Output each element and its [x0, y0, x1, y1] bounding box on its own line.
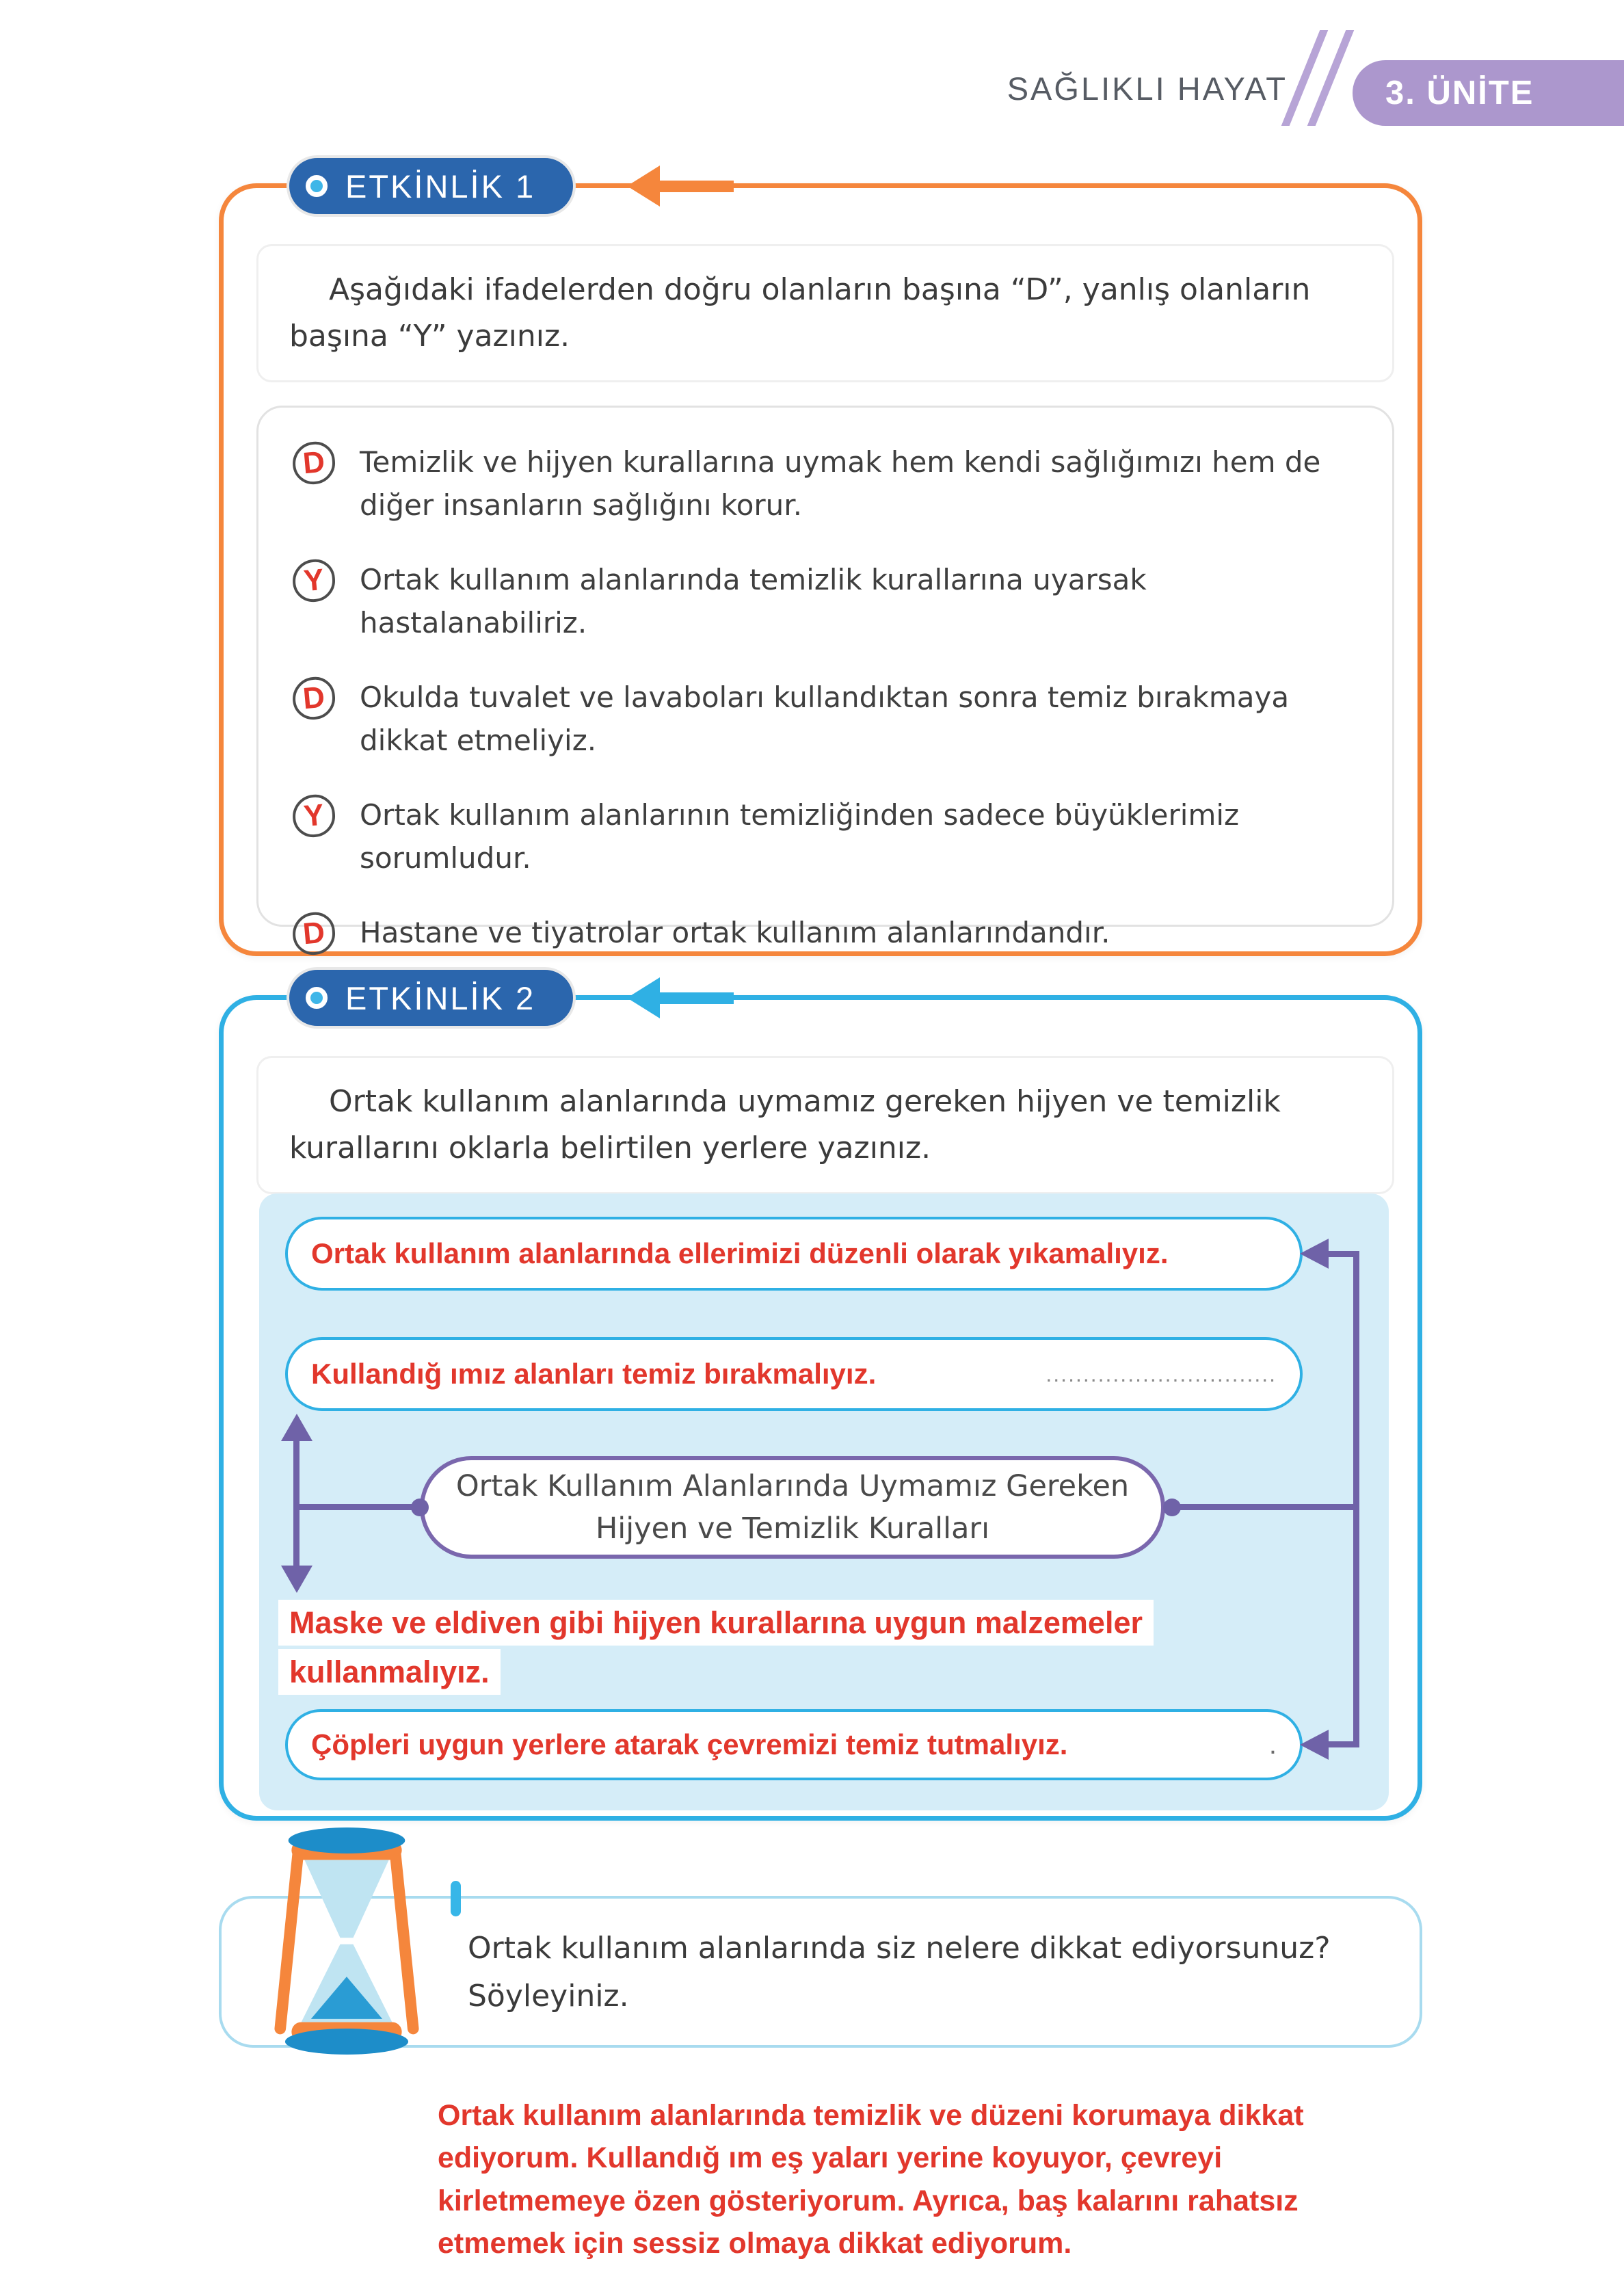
- activity-2-label: ETKİNLİK 2: [345, 979, 536, 1016]
- statement-text: Temizlik ve hijyen kurallarına uymak hem kendi sağlığımızı hem de diğer insanların sağlığını korur.: [360, 445, 1321, 522]
- arrow-left-icon: [627, 977, 734, 1019]
- diagram-center-node: [420, 1456, 1165, 1559]
- answer-text: Maske ve eldiven gibi hijyen kurallarına uygun malzemeler kullanmalıyız.: [278, 1600, 1154, 1695]
- answer-box-third[interactable]: [278, 1598, 1359, 1697]
- statement-text: Okulda tuvalet ve lavaboları kullandıktan sonra temiz bırakmaya dikkat etmeliyiz.: [360, 681, 1290, 757]
- true-false-list: [256, 406, 1394, 951]
- answer-box-second[interactable]: [285, 1337, 1303, 1411]
- unit-badge: [1353, 60, 1624, 126]
- stray-dot: .: [1268, 1729, 1277, 1760]
- hourglass-icon: [264, 1827, 429, 2055]
- answer-circle[interactable]: D: [291, 675, 336, 721]
- answer-circle[interactable]: D: [291, 910, 336, 956]
- answer-circle[interactable]: Y: [291, 557, 336, 603]
- reflection-answer[interactable]: Ortak kullanım alanlarında temizlik ve düzeni korumaya dikkat ediyorum. Kullandığ ım eş yaları yerine koyuyor, çevreyi kirletmemeye özen gösteriyorum. Ayrıca, baş kalarını rahatsız etmemek için sessiz olmaya dikkat ediyorum.: [438, 2099, 1304, 2260]
- unit-badge-label: 3. ÜNİTE: [1385, 75, 1534, 111]
- arrow-left-icon: [1300, 1730, 1329, 1760]
- center-node-line2: Hijyen ve Temizlik Kuralları: [595, 1512, 990, 1546]
- connector-line: [1327, 1741, 1358, 1747]
- answer-box-bottom[interactable]: [285, 1709, 1303, 1780]
- activity-1-section: [219, 168, 1422, 956]
- list-item: [293, 676, 1358, 762]
- list-item: [293, 793, 1358, 880]
- answer-circle[interactable]: D: [291, 440, 336, 486]
- statement-text: Hastane ve tiyatrolar ortak kullanım alanlarındandır.: [360, 916, 1110, 949]
- bullet-icon: [306, 175, 328, 197]
- tick-decoration: [451, 1881, 461, 1916]
- activity-1-label: ETKİNLİK 1: [345, 168, 536, 204]
- answer-box-top[interactable]: [285, 1217, 1303, 1291]
- list-item: [293, 911, 1358, 955]
- answer-text: Ortak kullanım alanlarında ellerimizi düzenli olarak yıkamalıyız.: [311, 1237, 1169, 1269]
- page-title: SAĞLIKLI HAYAT: [1007, 70, 1288, 107]
- center-node-line1: Ortak Kullanım Alanlarında Uymamız Gereken: [455, 1468, 1130, 1503]
- connector-line: [293, 1504, 420, 1510]
- connector-line: [1327, 1251, 1358, 1257]
- bullet-icon: [306, 987, 328, 1009]
- statement-text: Ortak kullanım alanlarının temizliğinden sadece büyüklerimiz sorumludur.: [360, 798, 1240, 875]
- arrow-left-icon: [627, 165, 734, 207]
- arrow-down-icon: [281, 1566, 312, 1593]
- connector-line: [293, 1440, 299, 1567]
- answer-text: Kullandığ ımız alanları temiz bırakmalıyız.: [311, 1358, 877, 1390]
- activity-2-instruction: Ortak kullanım alanlarında uymamız gereken hijyen ve temizlik kurallarını oklarla belirtilen yerlere yazınız.: [256, 1056, 1394, 1194]
- reflection-question: Ortak kullanım alanlarında siz nelere dikkat ediyorsunuz? Söyleyiniz.: [468, 1931, 1331, 2014]
- statement-text: Ortak kullanım alanlarında temizlik kurallarına uyarsak hastalanabiliriz.: [360, 563, 1147, 639]
- activity-2-header-pill: [287, 967, 576, 1029]
- connector-line: [1353, 1251, 1359, 1747]
- dotted-line: ...............................: [1046, 1361, 1277, 1386]
- activity-1-header-pill: [287, 155, 576, 217]
- arrow-up-icon: [281, 1414, 312, 1441]
- diagram-panel: [259, 1193, 1389, 1810]
- answer-circle[interactable]: Y: [291, 793, 336, 839]
- list-item: [293, 440, 1358, 527]
- arrow-left-icon: [1300, 1239, 1329, 1269]
- activity-2-section: [219, 979, 1422, 1821]
- activity-1-instruction: Aşağıdaki ifadelerden doğru olanların başına “D”, yanlış olanların başına “Y” yazınız.: [256, 244, 1394, 382]
- connector-line: [1172, 1504, 1359, 1510]
- answer-text: Çöpleri uygun yerlere atarak çevremizi temiz tutmalıyız.: [311, 1728, 1068, 1760]
- list-item: [293, 558, 1358, 644]
